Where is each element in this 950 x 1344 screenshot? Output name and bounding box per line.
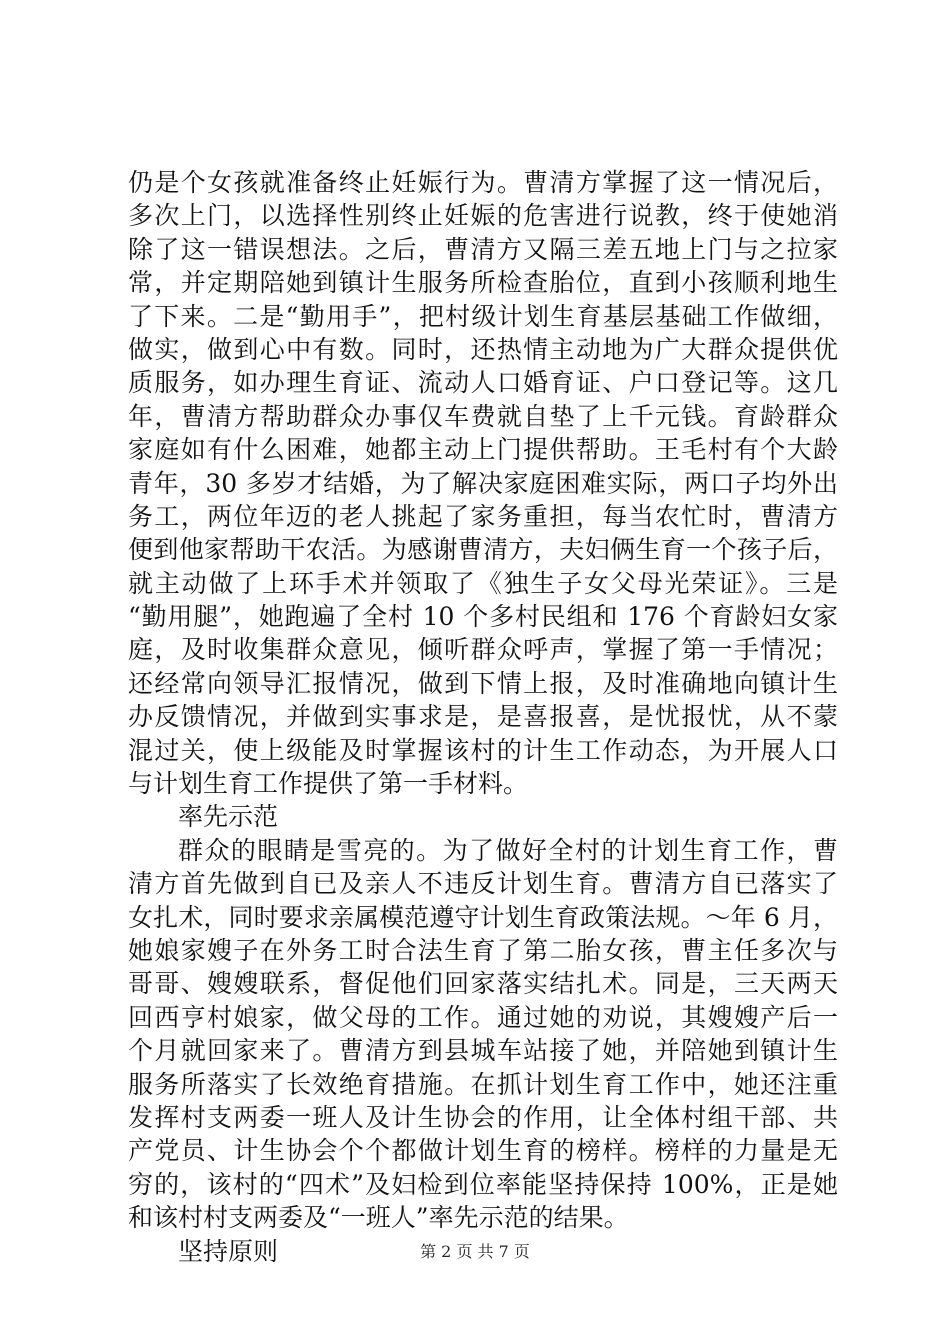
- text-line: 与计划生育工作提供了第一手材料。: [128, 769, 529, 799]
- text-line: 青年，30 多岁才结婚，为了解决家庭困难实际，两口子均外出: [128, 468, 838, 498]
- body-text: [128, 166, 838, 1268]
- text-line: 年，曹清方帮助群众办事仅车费就自垫了上千元钱。育龄群众: [128, 401, 838, 431]
- text-line: 产党员、计生协会个个都做计划生育的榜样。榜样的力量是无: [128, 1136, 838, 1166]
- text-line: 了下来。二是“勤用手”，把村级计划生育基层基础工作做细，: [128, 301, 838, 331]
- text-line: 混过关，使上级能及时掌握该村的计生工作动态，为开展人口: [128, 735, 838, 765]
- section-heading: 率先示范: [178, 802, 279, 832]
- page-footer: 第 2 页 共 7 页: [420, 1242, 530, 1261]
- text-line: 群众的眼睛是雪亮的。为了做好全村的计划生育工作，曹: [178, 835, 838, 865]
- text-line: 办反馈情况，并做到实事求是，是喜报喜，是忧报忧，从不蒙: [128, 702, 838, 732]
- text-line: 做实，做到心中有数。同时，还热情主动地为广大群众提供优: [128, 334, 838, 364]
- text-line: 便到他家帮助干农活。为感谢曹清方，夫妇俩生育一个孩子后，: [128, 535, 838, 565]
- text-line: “勤用腿”，她跑遍了全村 10 个多村民组和 176 个育龄妇女家: [128, 602, 838, 632]
- text-line: 清方首先做到自已及亲人不违反计划生育。曹清方自已落实了: [128, 869, 838, 899]
- text-line: 哥哥、嫂嫂联系，督促他们回家落实结扎术。同是，三天两天: [128, 969, 838, 999]
- text-line: 仍是个女孩就准备终止妊娠行为。曹清方掌握了这一情况后，: [128, 168, 838, 197]
- text-line: 服务所落实了长效绝育措施。在抓计划生育工作中，她还注重: [128, 1069, 838, 1099]
- text-line: 除了这一错误想法。之后，曹清方又隔三差五地上门与之拉家: [128, 234, 838, 264]
- text-line: 家庭如有什么困难，她都主动上门提供帮助。王毛村有个大龄: [128, 435, 838, 465]
- section-heading: 坚持原则: [178, 1236, 279, 1266]
- text-line: 穷的，该村的“四术”及妇检到位率能坚持保持 100%，正是她: [128, 1169, 838, 1199]
- paragraph-1: [128, 166, 838, 800]
- text-line: 庭，及时收集群众意见，倾听群众呼声，掌握了第一手情况；: [128, 635, 838, 665]
- text-line: 多次上门，以选择性别终止妊娠的危害进行说教，终于使她消: [128, 201, 838, 231]
- text-line: 回西亨村娘家，做父母的工作。通过她的劝说，其嫂嫂产后一: [128, 1002, 838, 1032]
- text-line: 常，并定期陪她到镇计生服务所检查胎位，直到小孩顺利地生: [128, 268, 838, 298]
- text-line: 就主动做了上环手术并领取了《独生子女父母光荣证》。三是: [128, 568, 838, 598]
- text-line: 质服务，如办理生育证、流动人口婚育证、户口登记等。这几: [128, 368, 838, 398]
- text-line: 她娘家嫂子在外务工时合法生育了第二胎女孩，曹主任多次与: [128, 935, 838, 965]
- text-line: 务工，两位年迈的老人挑起了家务重担，每当农忙时，曹清方: [128, 501, 838, 531]
- text-line: 还经常向领导汇报情况，做到下情上报，及时准确地向镇计生: [128, 668, 838, 698]
- text-line: 女扎术，同时要求亲属模范遵守计划生育政策法规。～年 6 月，: [128, 902, 838, 932]
- text-line: 发挥村支两委一班人及计生协会的作用，让全体村组干部、共: [128, 1102, 838, 1132]
- text-line: 和该村村支两委及“一班人”率先示范的结果。: [128, 1203, 629, 1233]
- text-line: 个月就回家来了。曹清方到县城车站接了她，并陪她到镇计生: [128, 1036, 838, 1066]
- paragraph-2: [128, 834, 838, 1235]
